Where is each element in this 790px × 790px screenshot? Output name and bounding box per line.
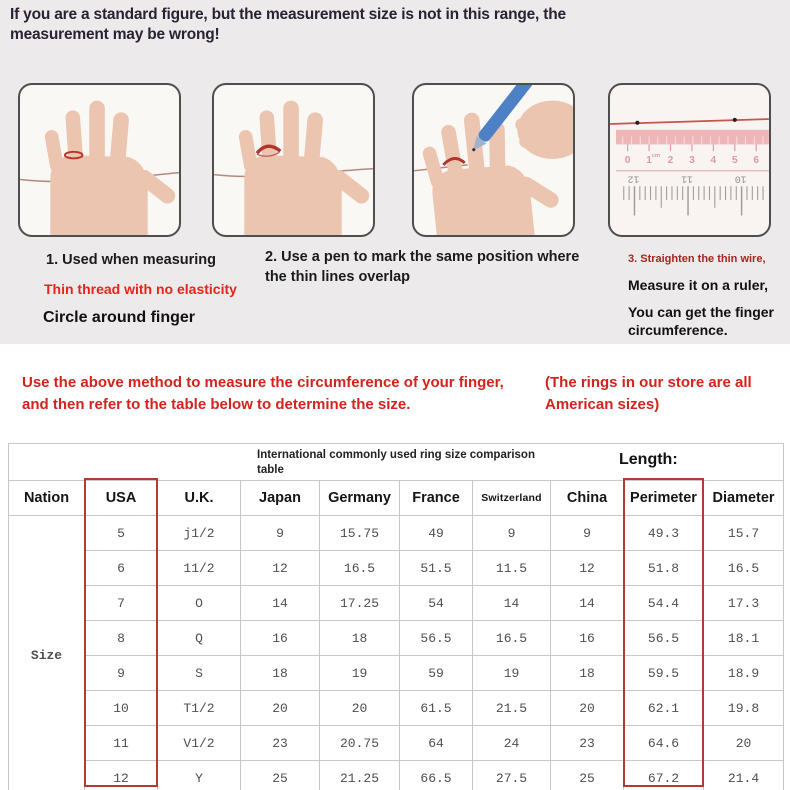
table-row — [9, 621, 784, 656]
cell-germany: 20 — [320, 691, 400, 726]
step1-caption-bottom: Circle around finger — [43, 309, 196, 326]
col-header-perimeter: Perimeter — [624, 481, 704, 516]
svg-text:5: 5 — [731, 154, 738, 166]
table-row — [9, 691, 784, 726]
cell-japan: 25 — [241, 761, 320, 790]
cell-france: 61.5 — [400, 691, 473, 726]
cell-perimeter: 59.5 — [624, 656, 704, 691]
cell-perimeter: 51.8 — [624, 551, 704, 586]
cell-france: 66.5 — [400, 761, 473, 790]
thread-mark-dot — [635, 121, 639, 125]
cell-diameter: 15.7 — [704, 516, 784, 551]
cell-diameter: 21.4 — [704, 761, 784, 790]
cell-japan: 14 — [241, 586, 320, 621]
ruler-graphic — [610, 85, 769, 235]
cell-switzerland: 24 — [473, 726, 551, 761]
cell-uk: T1/2 — [158, 691, 241, 726]
cell-japan: 18 — [241, 656, 320, 691]
cell-japan: 23 — [241, 726, 320, 761]
cell-japan: 9 — [241, 516, 320, 551]
cell-uk: j1/2 — [158, 516, 241, 551]
step1-caption: 1. Used when measuring — [46, 252, 217, 268]
gray-ruler-numbers — [627, 174, 746, 185]
col-header-diameter: Diameter — [704, 481, 784, 516]
pen-marking-illustration — [414, 85, 573, 235]
svg-text:12: 12 — [627, 173, 640, 185]
hand-graphic — [238, 101, 373, 235]
cell-usa: 6 — [85, 551, 158, 586]
cm-unit-label: cm — [651, 153, 661, 160]
cell-france: 51.5 — [400, 551, 473, 586]
cell-diameter: 19.8 — [704, 691, 784, 726]
cell-germany: 19 — [320, 656, 400, 691]
svg-text:11: 11 — [681, 173, 693, 185]
cell-germany: 16.5 — [320, 551, 400, 586]
cell-diameter: 17.3 — [704, 586, 784, 621]
american-sizes-note: (The rings in our store are all American sizes) — [545, 374, 752, 413]
cell-uk: Q — [158, 621, 241, 656]
svg-text:3: 3 — [689, 154, 695, 166]
svg-text:4: 4 — [710, 154, 717, 166]
straightened-thread — [610, 119, 769, 124]
cell-china: 20 — [551, 691, 624, 726]
warning-text: If you are a standard figure, but the measurement size is not in this range, the measurement may be wrong! — [10, 6, 566, 43]
cell-france: 64 — [400, 726, 473, 761]
cell-germany: 18 — [320, 621, 400, 656]
cell-china: 16 — [551, 621, 624, 656]
col-header-china: China — [551, 481, 624, 516]
measuring-instructions-section — [0, 0, 790, 344]
step3-caption-bottom: You can get the finger circumference. — [628, 304, 774, 338]
cell-perimeter: 62.1 — [624, 691, 704, 726]
col-header-nation: Nation — [9, 481, 85, 516]
cell-france: 56.5 — [400, 621, 473, 656]
hand-thread-marked-illustration — [214, 85, 373, 235]
cell-perimeter: 67.2 — [624, 761, 704, 790]
svg-text:0: 0 — [624, 154, 631, 166]
cell-china: 18 — [551, 656, 624, 691]
col-header-japan: Japan — [241, 481, 320, 516]
step4-photo — [608, 83, 771, 237]
pink-cm-ticks — [628, 144, 757, 151]
cell-switzerland: 11.5 — [473, 551, 551, 586]
table-row — [9, 726, 784, 761]
cell-france: 49 — [400, 516, 473, 551]
length-label: Length: — [619, 451, 678, 468]
cell-usa: 9 — [85, 656, 158, 691]
step1-photo — [18, 83, 181, 237]
cell-uk: 11/2 — [158, 551, 241, 586]
cell-usa: 11 — [85, 726, 158, 761]
svg-text:10: 10 — [734, 173, 747, 185]
cell-diameter: 18.1 — [704, 621, 784, 656]
cell-china: 25 — [551, 761, 624, 790]
cell-france: 59 — [400, 656, 473, 691]
cell-perimeter: 56.5 — [624, 621, 704, 656]
ring-size-table — [8, 443, 784, 790]
cell-usa: 10 — [85, 691, 158, 726]
cell-switzerland: 19 — [473, 656, 551, 691]
step3-caption-mid: Measure it on a ruler, — [628, 277, 769, 293]
cell-germany: 17.25 — [320, 586, 400, 621]
step2-photo — [212, 83, 375, 237]
cell-japan: 12 — [241, 551, 320, 586]
cell-usa: 12 — [85, 761, 158, 790]
step2-caption: 2. Use a pen to mark the same position where the thin lines overlap — [265, 249, 580, 285]
cell-switzerland: 16.5 — [473, 621, 551, 656]
cell-diameter: 20 — [704, 726, 784, 761]
cell-china: 23 — [551, 726, 624, 761]
thread-mark-dot — [733, 118, 737, 122]
cell-diameter: 16.5 — [704, 551, 784, 586]
col-header-switzerland: Switzerland — [473, 481, 551, 516]
cell-perimeter: 54.4 — [624, 586, 704, 621]
svg-text:2: 2 — [667, 154, 674, 166]
hand-thread-illustration — [20, 85, 179, 235]
table-header-row — [9, 481, 784, 516]
cell-uk: V1/2 — [158, 726, 241, 761]
cell-germany: 15.75 — [320, 516, 400, 551]
cell-uk: O — [158, 586, 241, 621]
svg-text:6: 6 — [753, 154, 760, 166]
hand-graphic — [44, 101, 179, 235]
cell-uk: Y — [158, 761, 241, 790]
step1-caption-red: Thin thread with no elasticity — [44, 281, 237, 297]
cell-usa: 8 — [85, 621, 158, 656]
pink-ruler-numbers — [625, 153, 760, 166]
col-header-usa: USA — [85, 481, 158, 516]
cell-japan: 16 — [241, 621, 320, 656]
cell-usa: 7 — [85, 586, 158, 621]
cell-germany: 20.75 — [320, 726, 400, 761]
table-row — [9, 761, 784, 790]
table-row — [9, 516, 784, 551]
cell-switzerland: 9 — [473, 516, 551, 551]
cell-france: 54 — [400, 586, 473, 621]
col-header-germany: Germany — [320, 481, 400, 516]
size-label: Size — [9, 516, 85, 790]
cell-switzerland: 14 — [473, 586, 551, 621]
cell-switzerland: 27.5 — [473, 761, 551, 790]
cell-china: 9 — [551, 516, 624, 551]
cell-japan: 20 — [241, 691, 320, 726]
col-header-france: France — [400, 481, 473, 516]
col-header-uk: U.K. — [158, 481, 241, 516]
table-title: International commonly used ring size comparison table — [257, 449, 535, 476]
cell-germany: 21.25 — [320, 761, 400, 790]
cell-china: 14 — [551, 586, 624, 621]
table-title-row — [9, 444, 784, 481]
svg-text:1: 1 — [646, 154, 652, 166]
measure-note: Use the above method to measure the circumference of your finger, and then refer to the table below to determine the size. — [22, 374, 504, 413]
cell-diameter: 18.9 — [704, 656, 784, 691]
cell-perimeter: 64.6 — [624, 726, 704, 761]
step3-caption-red: 3. Straighten the thin wire, — [628, 253, 766, 265]
cell-china: 12 — [551, 551, 624, 586]
table-row — [9, 551, 784, 586]
cell-perimeter: 49.3 — [624, 516, 704, 551]
table-row — [9, 656, 784, 691]
gray-ruler-ticks — [624, 186, 763, 215]
cell-usa: 5 — [85, 516, 158, 551]
step3-photo — [412, 83, 575, 237]
cell-uk: S — [158, 656, 241, 691]
cell-switzerland: 21.5 — [473, 691, 551, 726]
table-row — [9, 586, 784, 621]
